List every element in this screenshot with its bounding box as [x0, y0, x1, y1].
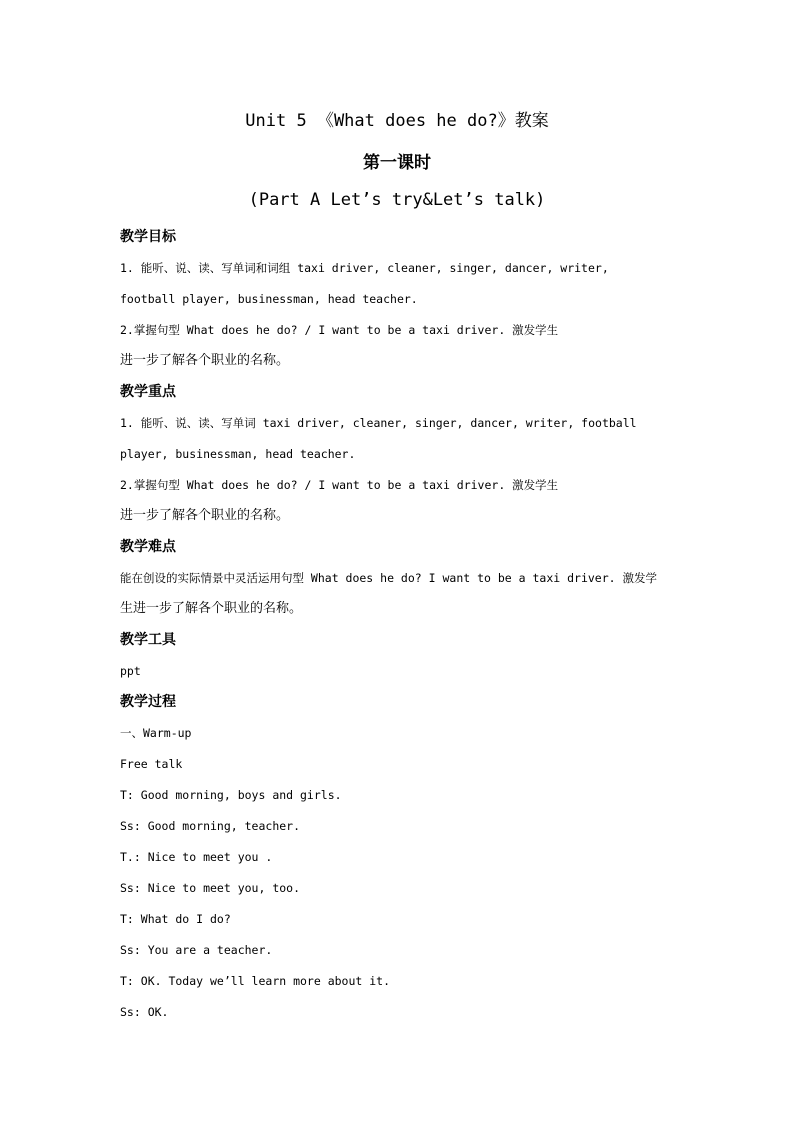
objectives-line: 2.掌握句型 What does he do? / I want to be a taxi driver. 激发学生 [120, 323, 559, 337]
section-heading-key-points: 教学重点 [120, 384, 176, 400]
section-heading-objectives: 教学目标 [120, 229, 176, 245]
lesson-number: 第一课时 [363, 153, 431, 173]
objectives-line: football player, businessman, head teacher. [120, 292, 418, 306]
key-points-line: 2.掌握句型 What does he do? / I want to be a taxi driver. 激发学生 [120, 478, 559, 492]
process-line: 一、Warm-up [120, 726, 192, 740]
process-line: Ss: Good morning, teacher. [120, 819, 301, 833]
lesson-part: (Part A Let’s try&Let’s talk) [248, 190, 546, 210]
process-line: T.: Nice to meet you . [120, 850, 273, 864]
difficulties-line: 生进一步了解各个职业的名称。 [120, 601, 303, 616]
document-body [120, 226, 676, 1032]
difficulties-line: 能在创设的实际情景中灵活运用句型 What does he do? I want to be a taxi driver. 激发学 [120, 571, 657, 585]
section-heading-process: 教学过程 [120, 694, 176, 710]
tools-line: ppt [120, 664, 141, 678]
document-title: Unit 5 《What does he do?》教案 [245, 111, 549, 131]
section-heading-difficulties: 教学难点 [120, 539, 176, 555]
process-line: T: Good morning, boys and girls. [120, 788, 342, 802]
process-line: T: What do I do? [120, 912, 231, 926]
process-line: Free talk [120, 757, 183, 771]
key-points-line: 进一步了解各个职业的名称。 [120, 508, 290, 523]
objectives-line: 进一步了解各个职业的名称。 [120, 353, 290, 368]
key-points-line: player, businessman, head teacher. [120, 447, 356, 461]
objectives-line: 1. 能听、说、读、写单词和词组 taxi driver, cleaner, singer, dancer, writer, [120, 261, 609, 275]
section-heading-tools: 教学工具 [120, 632, 176, 648]
process-line: Ss: You are a teacher. [120, 943, 273, 957]
process-line: T: OK. Today we’ll learn more about it. [120, 974, 391, 988]
process-line: Ss: Nice to meet you, too. [120, 881, 301, 895]
key-points-line: 1. 能听、说、读、写单词 taxi driver, cleaner, singer, dancer, writer, football [120, 416, 637, 430]
process-line: Ss: OK. [120, 1005, 169, 1019]
